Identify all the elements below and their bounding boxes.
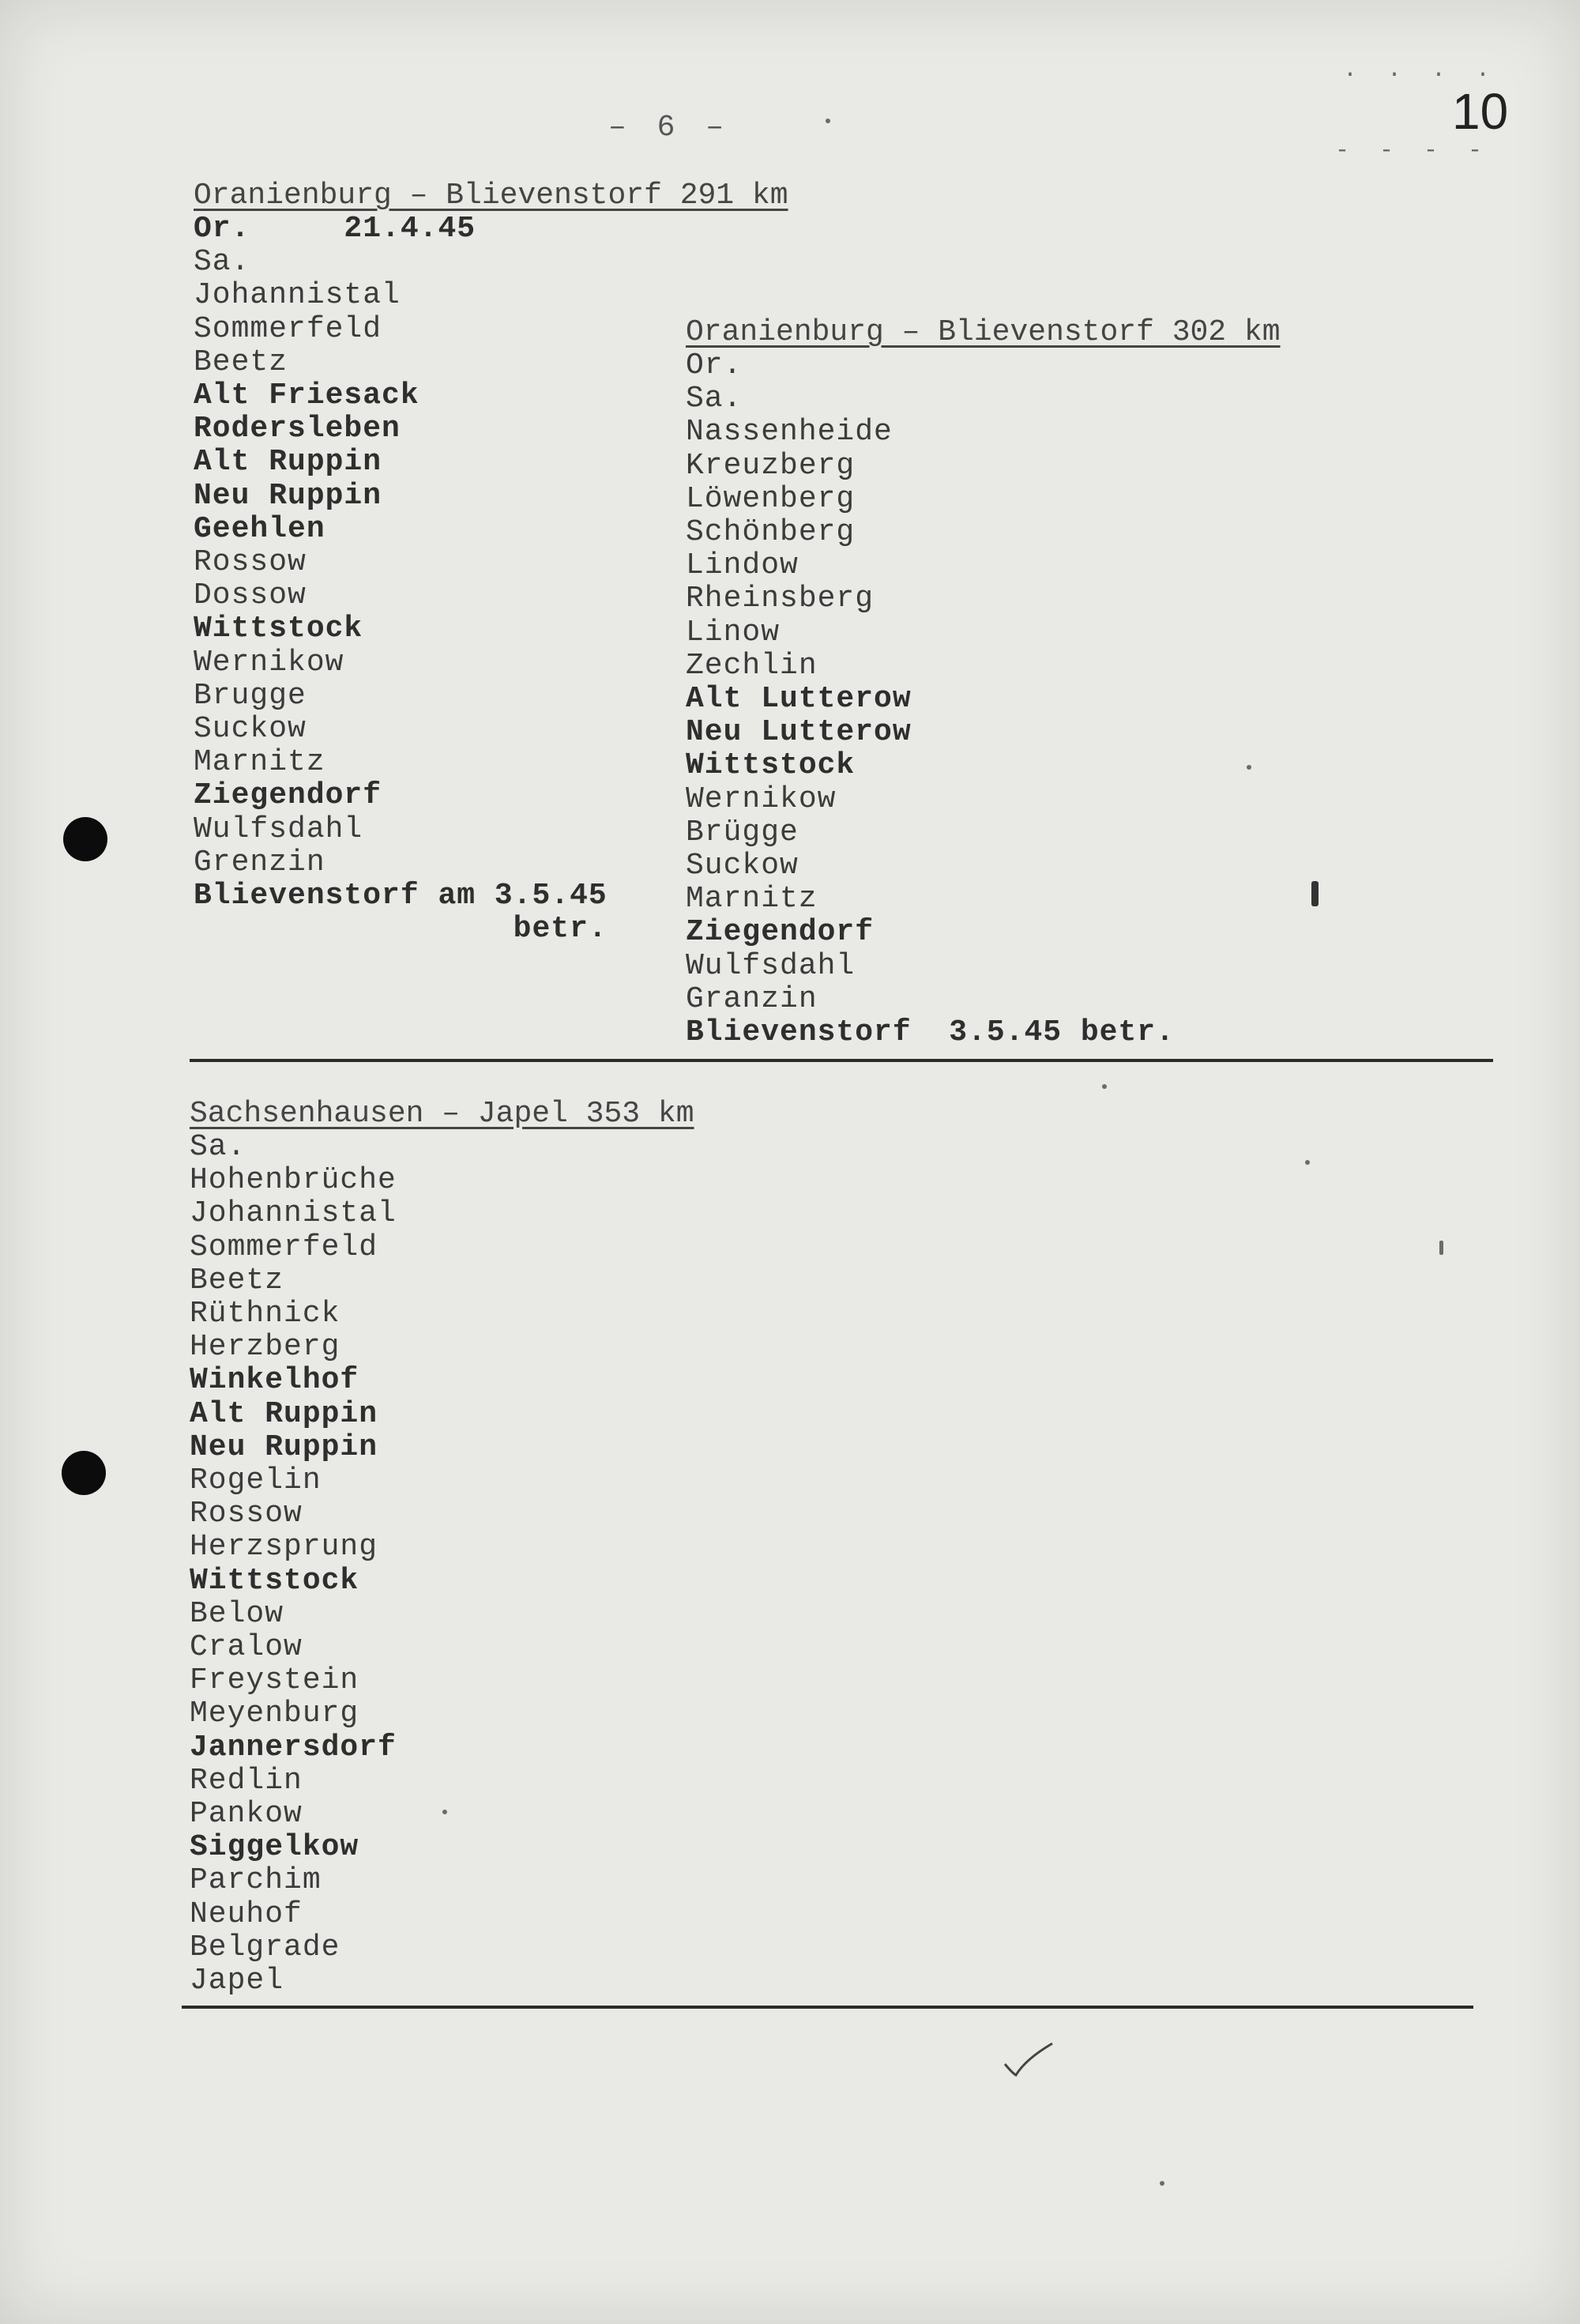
route-stop: Sommerfeld [194, 311, 382, 346]
section-separator-line [190, 1059, 1493, 1062]
route-stop: Siggelkow [190, 1830, 359, 1865]
route-stop: Wittstock [190, 1563, 359, 1598]
route-stop: Herzberg [190, 1330, 340, 1365]
route-stop: Nassenheide [686, 415, 893, 450]
route-stop: Dossow [194, 578, 307, 613]
route-stop: Jannersdorf [190, 1730, 397, 1765]
route-stop: Wernikow [194, 645, 344, 680]
route-stop: Schönberg [686, 515, 856, 550]
route-stop: Alt Ruppin [190, 1396, 378, 1431]
route-stop: Linow [686, 615, 781, 650]
route-stop: Herzsprung [190, 1530, 378, 1565]
corner-dot-marks: . . . . [1343, 57, 1499, 84]
speck [442, 1810, 447, 1814]
route-stop: Cralow [190, 1630, 303, 1665]
route-stop: Wernikow [686, 782, 837, 816]
route-stop: Johannistal [194, 278, 401, 313]
speck [1305, 1160, 1310, 1165]
route-stop: Grenzin [194, 845, 325, 880]
route-stop: Or. [686, 348, 743, 382]
route-stop: Rheinsberg [686, 582, 875, 616]
route-stop: Neuhof [190, 1896, 303, 1931]
punch-hole-icon [63, 817, 107, 861]
route-stop: Geehlen [194, 511, 325, 546]
route-stop: Neu Lutterow [686, 715, 912, 750]
route-bottom-heading: Sachsenhausen – Japel 353 km [190, 1097, 694, 1131]
route-stop: Zechlin [686, 648, 818, 683]
route-stop: Wittstock [686, 748, 856, 783]
speck [1160, 2181, 1164, 2186]
speck [1102, 1084, 1107, 1089]
bottom-rule-line [182, 2006, 1473, 2009]
speck [1439, 1241, 1443, 1255]
route-stop: Wulfsdahl [194, 812, 363, 846]
route-stop: Or. 21.4.45 [194, 212, 476, 246]
route-stop: Neu Ruppin [194, 478, 382, 513]
route-stop: Lindow [686, 548, 799, 583]
route-stop: Kreuzberg [686, 448, 856, 483]
route-stop: Sa. [686, 382, 743, 416]
corner-dash-marks: - - - - [1335, 137, 1491, 164]
route-stop: Marnitz [686, 882, 818, 917]
route-stop: Neu Ruppin [190, 1429, 378, 1464]
route-stop: Redlin [190, 1763, 303, 1798]
route-stop: Alt Lutterow [686, 682, 912, 717]
route-stop: Rüthnick [190, 1297, 340, 1331]
route-stop: Sa. [194, 245, 250, 280]
route-stop: Freystein [190, 1663, 359, 1698]
route-stop: Below [190, 1596, 284, 1631]
route-right-stops [686, 349, 1281, 1049]
route-stop: Belgrade [190, 1930, 340, 1964]
route-stop: Rossow [190, 1497, 303, 1531]
route-left-heading: Oranienburg – Blievenstorf 291 km [194, 179, 788, 213]
route-stop: betr. [194, 912, 608, 947]
page-marker: – 6 – [608, 111, 731, 145]
route-stop: Ziegendorf [194, 778, 382, 813]
route-stop: Winkelhof [190, 1363, 359, 1398]
route-stop: Johannistal [190, 1196, 397, 1231]
punch-hole-icon [62, 1451, 106, 1495]
route-stop: Wulfsdahl [686, 948, 856, 983]
route-stop: Hohenbrüche [190, 1163, 397, 1198]
route-stop: Japel [190, 1964, 284, 1998]
speck [826, 119, 830, 123]
route-bottom-stops [190, 1131, 694, 1998]
route-right-heading: Oranienburg – Blievenstorf 302 km [686, 315, 1281, 349]
check-mark-icon [1002, 2040, 1057, 2080]
archive-number: 10 [1452, 83, 1509, 140]
route-stop: Rogelin [190, 1463, 322, 1498]
route-stop: Marnitz [194, 745, 325, 780]
route-stop: Wittstock [194, 612, 363, 646]
route-stop: Beetz [194, 345, 288, 379]
route-stop: Parchim [190, 1863, 322, 1898]
route-stop: Beetz [190, 1263, 284, 1298]
route-stop: Löwenberg [686, 481, 856, 516]
route-right [686, 315, 1281, 1049]
route-stop: Pankow [190, 1797, 303, 1832]
speck [1311, 881, 1319, 906]
route-stop: Suckow [686, 849, 799, 883]
route-stop: Meyenburg [190, 1697, 359, 1731]
route-stop: Alt Ruppin [194, 445, 382, 480]
route-stop: Blievenstorf 3.5.45 betr. [686, 1015, 1175, 1050]
route-stop: Blievenstorf am 3.5.45 [194, 879, 608, 913]
route-stop: Rossow [194, 545, 307, 580]
route-stop: Rodersleben [194, 412, 401, 446]
route-stop: Alt Friesack [194, 379, 419, 413]
route-stop: Suckow [194, 712, 307, 747]
route-stop: Brugge [194, 678, 307, 713]
route-stop: Sommerfeld [190, 1230, 378, 1264]
route-bottom [190, 1097, 694, 1998]
route-stop: Sa. [190, 1130, 246, 1164]
speck [1247, 765, 1251, 770]
route-stop: Brügge [686, 815, 799, 849]
route-stop: Granzin [686, 981, 818, 1016]
route-stop: Ziegendorf [686, 915, 875, 950]
